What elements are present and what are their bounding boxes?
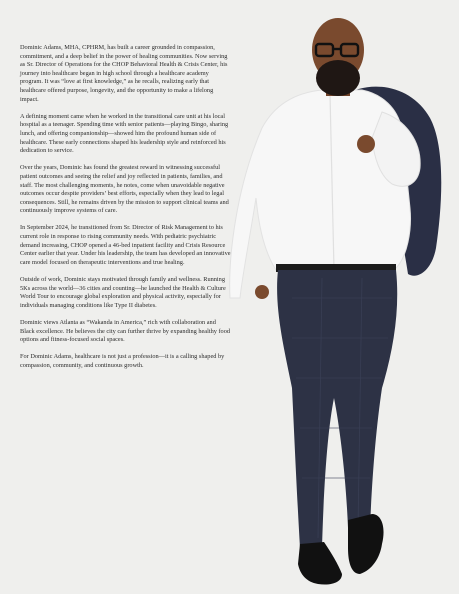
beard <box>316 60 360 96</box>
paragraph-atlanta: Dominic views Atlanta as “Wakanda in America,” rich with collaboration and Black excellence. He believes the city can further thrive by expanding healthy food options and fitness-focused social spaces. <box>20 319 230 344</box>
paragraph-rewards: Over the years, Dominic has found the greatest reward in witnessing successful patient outcomes and seeing the relief and joy reflected in patients, families, and staff. The most challenging moments, he notes, come when unavoidable negative outcomes occur despite providers’ best efforts, especially when they lead to legal consequences. Still, he remains driven by the mission to support clinical teams and continuously improve systems of care. <box>20 164 229 215</box>
shoe-right <box>348 514 384 574</box>
paragraph-defining-moment: A defining moment came when he worked in the transitional care unit at his local hospital as a teenager. Spending time with senior patients—playing Bingo, sharing lunch, and offering companionship—showed him the profound human side of healthcare. These early connections shaped his leadership style and reinforced his dedication to service. <box>20 112 229 155</box>
paragraph-current-role: In September 2024, he transitioned from Sr. Director of Risk Management to his current role in response to rising community needs. With pediatric psychiatric demand increasing, CHOP opened a 46-bed inpatient facility and Crisis Resource Center earlier that year. Under his leadership, the team has developed an innovative care model focused on therapeutic interventions and true healing. <box>20 224 231 266</box>
shoe-left <box>298 542 342 585</box>
paragraph-intro: Dominic Adams, MHA, CPHRM, has built a career grounded in compassion, commitment, and a deep belief in the power of healing communities. Now serving as Sr. Director of Operations for the CHOP Behavioral Health & Crisis Center, his journey into healthcare began in high school through a healthcare academy program. It was “love at first knowledge,” as he recalls, realizing early that healthcare offered purpose, longevity, and the opportunity to make a lifelong impact. <box>20 44 228 103</box>
paragraph-outside-work: Outside of work, Dominic stays motivated through family and wellness. Running 5Ks across the world—36 cities and counting—he launched the Health & Culture World Tour to encourage global exploration and physical activity, especially for individuals managing conditions like Type II diabetes. <box>20 276 226 309</box>
portrait-photo <box>222 8 459 594</box>
article-body <box>20 44 232 379</box>
trousers <box>277 270 397 548</box>
paragraph-closing: For Dominic Adams, healthcare is not just a profession—it is a calling shaped by compassion, community, and continuous growth. <box>20 353 225 369</box>
hand <box>357 135 375 153</box>
